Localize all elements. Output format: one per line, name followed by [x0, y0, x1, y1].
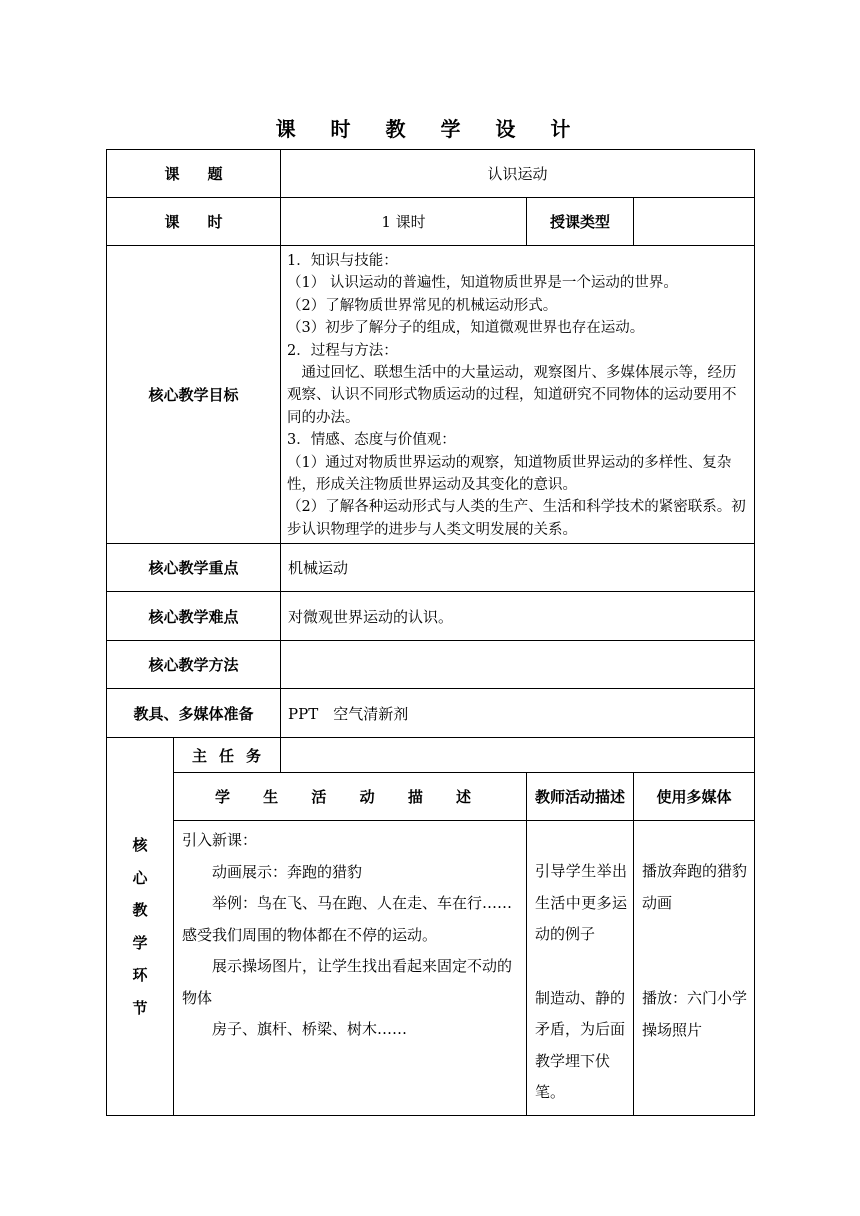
goal-line: （1） 认识运动的普遍性，知道物质世界是一个运动的世界。 — [287, 275, 678, 292]
method-row — [107, 641, 755, 689]
lesson-type-label: 授课类型 — [527, 198, 634, 246]
media-label: 教具、多媒体准备 — [107, 689, 281, 738]
period-row — [107, 198, 755, 246]
teacher-activity-header: 教师活动描述 — [527, 773, 634, 821]
goal-line: 2．过程与方法： — [287, 342, 398, 359]
goals-row — [107, 246, 755, 544]
difficulty-value: 对微观世界运动的认识。 — [281, 592, 755, 641]
student-activity-cell — [174, 821, 527, 1116]
section-char: 核 — [132, 836, 148, 855]
main-task-row — [107, 738, 755, 773]
difficulty-row — [107, 592, 755, 641]
activity-content-row — [107, 821, 755, 1116]
teacher-note: 引导学生举出生活中更多运动的例子 — [535, 862, 628, 944]
lesson-type-value — [634, 198, 755, 246]
activity-header-row — [107, 773, 755, 821]
activity-line: 房子、旗杆、桥梁、树木…… — [212, 1020, 408, 1039]
difficulty-label: 核心教学难点 — [107, 592, 281, 641]
process-section-label — [107, 738, 174, 1116]
goal-line: （3）初步了解分子的组成，知道微观世界也存在运动。 — [287, 320, 645, 337]
teacher-activity-cell — [527, 821, 634, 1116]
media-note: 播放奔跑的猎豹动画 — [642, 862, 748, 912]
goal-line: （1）通过对物质世界运动的观察，知道物质世界运动的多样性、复杂性，形成关注物质世界运动及其变化的意识。 — [287, 454, 732, 494]
goal-line: 3．情感、态度与价值观： — [287, 432, 456, 449]
topic-label: 课题 — [107, 150, 281, 198]
section-char: 教 — [132, 901, 148, 920]
section-char: 心 — [132, 868, 148, 887]
section-char: 环 — [132, 966, 148, 985]
goal-line: （2）了解物质世界常见的机械运动形式。 — [287, 297, 558, 314]
section-char: 学 — [132, 933, 148, 952]
period-value: 1 课时 — [281, 198, 527, 246]
section-char: 节 — [132, 998, 148, 1017]
activity-line: 展示操场图片，让学生找出看起来固定不动的物体 — [182, 957, 513, 1007]
activity-line: 举例：鸟在飞、马在跑、人在走、车在行……感受我们周围的物体都在不停的运动。 — [182, 894, 513, 944]
media-value: PPT 空气清新剂 — [281, 689, 755, 738]
focus-value: 机械运动 — [281, 544, 755, 592]
topic-value: 认识运动 — [281, 150, 755, 198]
method-label: 核心教学方法 — [107, 641, 281, 689]
student-activity-header: 学 生 活 动 描 述 — [174, 773, 527, 821]
page-title: 课 时 教 学 设 计 — [275, 117, 585, 141]
method-value — [281, 641, 755, 689]
main-task-value — [281, 738, 755, 773]
media-usage-header: 使用多媒体 — [634, 773, 755, 821]
focus-row — [107, 544, 755, 592]
main-task-label: 主任务 — [174, 738, 281, 773]
media-row — [107, 689, 755, 738]
goals-content — [281, 246, 755, 544]
goals-label: 核心教学目标 — [107, 246, 281, 544]
media-note: 播放：六门小学操场照片 — [642, 989, 748, 1039]
lesson-plan-table — [106, 149, 755, 1116]
teacher-note: 制造动、静的矛盾，为后面教学埋下伏笔。 — [535, 988, 626, 1102]
goal-line: 1．知识与技能： — [287, 253, 398, 269]
topic-row — [107, 150, 755, 198]
goal-line: （2）了解各种运动形式与人类的生产、生活和科学技术的紧密联系。初步认识物理学的进步与人类文明发展的关系。 — [287, 499, 746, 538]
media-usage-cell — [634, 821, 755, 1116]
focus-label: 核心教学重点 — [107, 544, 281, 592]
activity-line: 动画展示：奔跑的猎豹 — [212, 862, 363, 881]
period-label: 课时 — [107, 198, 281, 246]
activity-line: 引入新课： — [182, 831, 258, 850]
goal-line: 通过回忆、联想生活中的大量运动，观察图片、多媒体展示等，经历观察、认识不同形式物质运动的过程，知道研究不同物体的运动要用不同的办法。 — [287, 365, 737, 426]
